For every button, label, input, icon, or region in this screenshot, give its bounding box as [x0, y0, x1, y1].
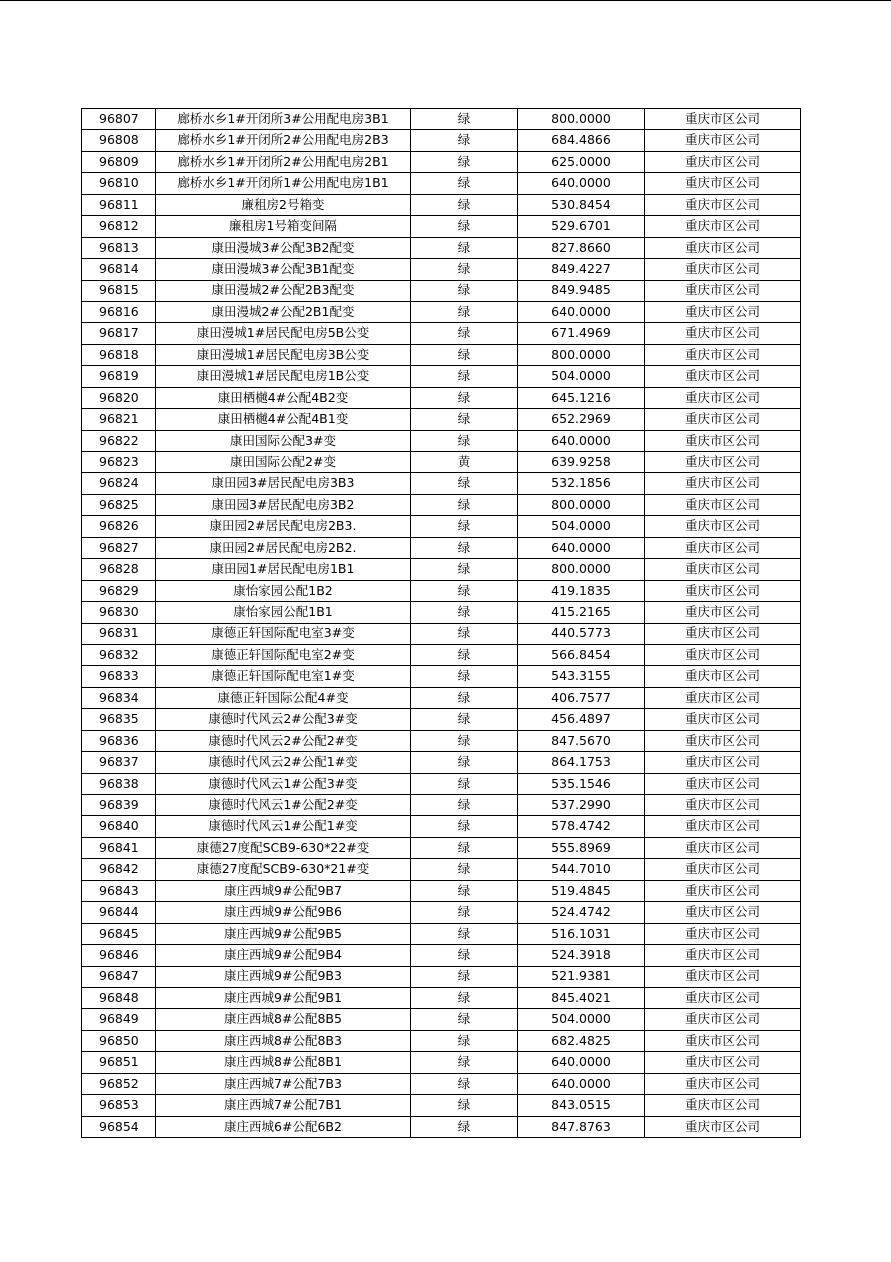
cell-value: 800.0000	[518, 494, 645, 515]
cell-value: 684.4866	[518, 130, 645, 151]
cell-status: 绿	[411, 173, 518, 194]
cell-status: 绿	[411, 537, 518, 558]
cell-value: 864.1753	[518, 752, 645, 773]
table-row	[82, 945, 801, 966]
table-row	[82, 1095, 801, 1116]
cell-status: 绿	[411, 730, 518, 751]
cell-name: 康庄西城7#公配7B3	[156, 1073, 411, 1094]
cell-company: 重庆市区公司	[645, 816, 801, 837]
table-row	[82, 430, 801, 451]
cell-id: 96807	[82, 109, 156, 130]
cell-status: 绿	[411, 752, 518, 773]
cell-id: 96808	[82, 130, 156, 151]
table-row	[82, 1052, 801, 1073]
cell-value: 849.4227	[518, 259, 645, 280]
cell-value: 640.0000	[518, 173, 645, 194]
table-row	[82, 644, 801, 665]
cell-id: 96811	[82, 194, 156, 215]
cell-id: 96848	[82, 987, 156, 1008]
cell-status: 绿	[411, 473, 518, 494]
cell-id: 96846	[82, 945, 156, 966]
cell-value: 516.1031	[518, 923, 645, 944]
cell-name: 康德时代风云2#公配3#变	[156, 709, 411, 730]
cell-id: 96847	[82, 966, 156, 987]
cell-id: 96830	[82, 602, 156, 623]
cell-status: 绿	[411, 602, 518, 623]
table-row	[82, 409, 801, 430]
table-row	[82, 709, 801, 730]
table-row	[82, 923, 801, 944]
table-row	[82, 494, 801, 515]
cell-company: 重庆市区公司	[645, 945, 801, 966]
cell-status: 绿	[411, 666, 518, 687]
cell-name: 康德时代风云1#公配2#变	[156, 795, 411, 816]
cell-company: 重庆市区公司	[645, 1095, 801, 1116]
cell-value: 671.4969	[518, 323, 645, 344]
cell-company: 重庆市区公司	[645, 430, 801, 451]
cell-value: 640.0000	[518, 537, 645, 558]
table-row	[82, 366, 801, 387]
cell-value: 640.0000	[518, 1052, 645, 1073]
cell-id: 96843	[82, 880, 156, 901]
cell-id: 96821	[82, 409, 156, 430]
cell-id: 96837	[82, 752, 156, 773]
table-row	[82, 259, 801, 280]
table-row	[82, 580, 801, 601]
cell-status: 绿	[411, 387, 518, 408]
page-top-border	[0, 0, 892, 1]
cell-company: 重庆市区公司	[645, 194, 801, 215]
cell-name: 康庄西城8#公配8B3	[156, 1030, 411, 1051]
cell-name: 康田漫城3#公配3B2配变	[156, 237, 411, 258]
cell-name: 康田栖樾4#公配4B1变	[156, 409, 411, 430]
cell-name: 康德正轩国际配电室3#变	[156, 623, 411, 644]
cell-value: 524.3918	[518, 945, 645, 966]
cell-company: 重庆市区公司	[645, 559, 801, 580]
cell-name: 康庄西城9#公配9B1	[156, 987, 411, 1008]
cell-status: 绿	[411, 902, 518, 923]
cell-value: 504.0000	[518, 1009, 645, 1030]
table-row	[82, 280, 801, 301]
cell-status: 绿	[411, 130, 518, 151]
cell-name: 康德27度配SCB9-630*22#变	[156, 837, 411, 858]
cell-company: 重庆市区公司	[645, 902, 801, 923]
cell-name: 康庄西城9#公配9B5	[156, 923, 411, 944]
cell-id: 96854	[82, 1116, 156, 1137]
cell-status: 绿	[411, 945, 518, 966]
table-row	[82, 880, 801, 901]
cell-status: 绿	[411, 259, 518, 280]
table-row	[82, 602, 801, 623]
cell-company: 重庆市区公司	[645, 666, 801, 687]
table-row	[82, 1116, 801, 1137]
cell-company: 重庆市区公司	[645, 837, 801, 858]
cell-value: 504.0000	[518, 516, 645, 537]
table-row	[82, 837, 801, 858]
cell-value: 800.0000	[518, 109, 645, 130]
cell-name: 廊桥水乡1#开闭所2#公用配电房2B1	[156, 151, 411, 172]
table-row	[82, 194, 801, 215]
cell-name: 康庄西城9#公配9B7	[156, 880, 411, 901]
table-row	[82, 902, 801, 923]
cell-value: 555.8969	[518, 837, 645, 858]
table-row	[82, 773, 801, 794]
cell-id: 96818	[82, 344, 156, 365]
cell-value: 532.1856	[518, 473, 645, 494]
cell-name: 康田漫城2#公配2B3配变	[156, 280, 411, 301]
cell-id: 96825	[82, 494, 156, 515]
cell-id: 96816	[82, 301, 156, 322]
cell-name: 康庄西城9#公配9B4	[156, 945, 411, 966]
cell-id: 96820	[82, 387, 156, 408]
cell-company: 重庆市区公司	[645, 109, 801, 130]
cell-value: 639.9258	[518, 452, 645, 473]
cell-status: 绿	[411, 880, 518, 901]
cell-company: 重庆市区公司	[645, 1116, 801, 1137]
cell-company: 重庆市区公司	[645, 151, 801, 172]
table-row	[82, 237, 801, 258]
cell-id: 96853	[82, 1095, 156, 1116]
cell-status: 绿	[411, 237, 518, 258]
cell-id: 96844	[82, 902, 156, 923]
cell-status: 绿	[411, 194, 518, 215]
cell-status: 绿	[411, 409, 518, 430]
cell-name: 康庄西城8#公配8B5	[156, 1009, 411, 1030]
cell-status: 绿	[411, 1009, 518, 1030]
cell-company: 重庆市区公司	[645, 730, 801, 751]
cell-status: 绿	[411, 1052, 518, 1073]
cell-company: 重庆市区公司	[645, 709, 801, 730]
cell-status: 绿	[411, 109, 518, 130]
cell-value: 419.1835	[518, 580, 645, 601]
cell-id: 96814	[82, 259, 156, 280]
cell-company: 重庆市区公司	[645, 1009, 801, 1030]
table-row	[82, 666, 801, 687]
cell-name: 康田园1#居民配电房1B1	[156, 559, 411, 580]
table-row	[82, 301, 801, 322]
cell-company: 重庆市区公司	[645, 452, 801, 473]
table-row	[82, 687, 801, 708]
cell-value: 530.8454	[518, 194, 645, 215]
cell-status: 绿	[411, 1095, 518, 1116]
cell-status: 绿	[411, 816, 518, 837]
table-row	[82, 623, 801, 644]
cell-name: 廊桥水乡1#开闭所1#公用配电房1B1	[156, 173, 411, 194]
table-row	[82, 816, 801, 837]
cell-name: 康德时代风云1#公配3#变	[156, 773, 411, 794]
cell-name: 康德时代风云1#公配1#变	[156, 816, 411, 837]
cell-status: 绿	[411, 430, 518, 451]
cell-company: 重庆市区公司	[645, 880, 801, 901]
cell-company: 重庆市区公司	[645, 644, 801, 665]
cell-value: 504.0000	[518, 366, 645, 387]
cell-status: 绿	[411, 323, 518, 344]
cell-company: 重庆市区公司	[645, 752, 801, 773]
cell-value: 625.0000	[518, 151, 645, 172]
cell-value: 456.4897	[518, 709, 645, 730]
cell-company: 重庆市区公司	[645, 280, 801, 301]
cell-name: 康田国际公配3#变	[156, 430, 411, 451]
table-row	[82, 1009, 801, 1030]
table-row	[82, 516, 801, 537]
cell-company: 重庆市区公司	[645, 795, 801, 816]
cell-value: 800.0000	[518, 559, 645, 580]
cell-company: 重庆市区公司	[645, 987, 801, 1008]
cell-status: 绿	[411, 494, 518, 515]
cell-status: 绿	[411, 687, 518, 708]
cell-id: 96839	[82, 795, 156, 816]
cell-status: 绿	[411, 516, 518, 537]
cell-company: 重庆市区公司	[645, 602, 801, 623]
cell-company: 重庆市区公司	[645, 366, 801, 387]
table-row	[82, 323, 801, 344]
cell-name: 廊桥水乡1#开闭所2#公用配电房2B3	[156, 130, 411, 151]
cell-name: 康田漫城1#居民配电房1B公变	[156, 366, 411, 387]
cell-id: 96810	[82, 173, 156, 194]
cell-company: 重庆市区公司	[645, 687, 801, 708]
cell-status: 绿	[411, 151, 518, 172]
cell-company: 重庆市区公司	[645, 1073, 801, 1094]
cell-value: 535.1546	[518, 773, 645, 794]
cell-status: 绿	[411, 280, 518, 301]
cell-name: 康田园3#居民配电房3B3	[156, 473, 411, 494]
cell-name: 康庄西城9#公配9B3	[156, 966, 411, 987]
cell-name: 康德时代风云2#公配1#变	[156, 752, 411, 773]
cell-company: 重庆市区公司	[645, 216, 801, 237]
cell-value: 845.4021	[518, 987, 645, 1008]
cell-status: 绿	[411, 1073, 518, 1094]
cell-company: 重庆市区公司	[645, 130, 801, 151]
table-row	[82, 1030, 801, 1051]
cell-id: 96815	[82, 280, 156, 301]
cell-company: 重庆市区公司	[645, 494, 801, 515]
cell-value: 566.8454	[518, 644, 645, 665]
cell-name: 康田园2#居民配电房2B3.	[156, 516, 411, 537]
cell-id: 96851	[82, 1052, 156, 1073]
cell-status: 黄	[411, 452, 518, 473]
cell-status: 绿	[411, 344, 518, 365]
cell-status: 绿	[411, 580, 518, 601]
cell-value: 543.3155	[518, 666, 645, 687]
cell-id: 96827	[82, 537, 156, 558]
cell-name: 康德27度配SCB9-630*21#变	[156, 859, 411, 880]
cell-id: 96850	[82, 1030, 156, 1051]
cell-name: 康怡家园公配1B2	[156, 580, 411, 601]
cell-id: 96833	[82, 666, 156, 687]
cell-id: 96835	[82, 709, 156, 730]
cell-name: 康德正轩国际配电室2#变	[156, 644, 411, 665]
cell-value: 640.0000	[518, 1073, 645, 1094]
data-table	[81, 108, 801, 1138]
cell-id: 96812	[82, 216, 156, 237]
cell-company: 重庆市区公司	[645, 623, 801, 644]
cell-status: 绿	[411, 559, 518, 580]
cell-status: 绿	[411, 301, 518, 322]
table-row	[82, 859, 801, 880]
cell-value: 640.0000	[518, 301, 645, 322]
cell-name: 康德正轩国际公配4#变	[156, 687, 411, 708]
cell-value: 415.2165	[518, 602, 645, 623]
cell-value: 849.9485	[518, 280, 645, 301]
table-row	[82, 473, 801, 494]
table-row	[82, 130, 801, 151]
cell-company: 重庆市区公司	[645, 301, 801, 322]
cell-id: 96849	[82, 1009, 156, 1030]
cell-value: 640.0000	[518, 430, 645, 451]
cell-company: 重庆市区公司	[645, 409, 801, 430]
cell-company: 重庆市区公司	[645, 344, 801, 365]
cell-status: 绿	[411, 623, 518, 644]
table-row	[82, 559, 801, 580]
cell-id: 96842	[82, 859, 156, 880]
cell-id: 96852	[82, 1073, 156, 1094]
cell-company: 重庆市区公司	[645, 580, 801, 601]
cell-company: 重庆市区公司	[645, 237, 801, 258]
cell-value: 843.0515	[518, 1095, 645, 1116]
cell-id: 96809	[82, 151, 156, 172]
cell-value: 544.7010	[518, 859, 645, 880]
cell-value: 440.5773	[518, 623, 645, 644]
cell-id: 96823	[82, 452, 156, 473]
cell-company: 重庆市区公司	[645, 1052, 801, 1073]
cell-value: 645.1216	[518, 387, 645, 408]
table-row	[82, 387, 801, 408]
table-row	[82, 109, 801, 130]
cell-status: 绿	[411, 644, 518, 665]
table-row	[82, 173, 801, 194]
cell-status: 绿	[411, 923, 518, 944]
cell-id: 96836	[82, 730, 156, 751]
cell-name: 康田漫城3#公配3B1配变	[156, 259, 411, 280]
cell-status: 绿	[411, 966, 518, 987]
table-row	[82, 537, 801, 558]
cell-id: 96828	[82, 559, 156, 580]
cell-company: 重庆市区公司	[645, 966, 801, 987]
cell-status: 绿	[411, 987, 518, 1008]
cell-id: 96834	[82, 687, 156, 708]
cell-id: 96838	[82, 773, 156, 794]
cell-value: 537.2990	[518, 795, 645, 816]
cell-value: 521.9381	[518, 966, 645, 987]
table-row	[82, 752, 801, 773]
cell-status: 绿	[411, 366, 518, 387]
cell-value: 519.4845	[518, 880, 645, 901]
cell-id: 96819	[82, 366, 156, 387]
cell-company: 重庆市区公司	[645, 859, 801, 880]
cell-status: 绿	[411, 216, 518, 237]
table-row	[82, 966, 801, 987]
cell-name: 康田栖樾4#公配4B2变	[156, 387, 411, 408]
cell-value: 652.2969	[518, 409, 645, 430]
cell-company: 重庆市区公司	[645, 323, 801, 344]
cell-company: 重庆市区公司	[645, 773, 801, 794]
cell-name: 康田园2#居民配电房2B2.	[156, 537, 411, 558]
table-row	[82, 1073, 801, 1094]
cell-status: 绿	[411, 795, 518, 816]
cell-id: 96824	[82, 473, 156, 494]
cell-id: 96817	[82, 323, 156, 344]
cell-status: 绿	[411, 859, 518, 880]
cell-name: 康田国际公配2#变	[156, 452, 411, 473]
cell-id: 96822	[82, 430, 156, 451]
cell-company: 重庆市区公司	[645, 516, 801, 537]
cell-name: 康田漫城2#公配2B1配变	[156, 301, 411, 322]
cell-id: 96831	[82, 623, 156, 644]
cell-id: 96829	[82, 580, 156, 601]
cell-value: 682.4825	[518, 1030, 645, 1051]
table-row	[82, 216, 801, 237]
cell-value: 827.8660	[518, 237, 645, 258]
table-row	[82, 151, 801, 172]
cell-name: 康庄西城9#公配9B6	[156, 902, 411, 923]
cell-company: 重庆市区公司	[645, 173, 801, 194]
cell-name: 廉租房2号箱变	[156, 194, 411, 215]
cell-company: 重庆市区公司	[645, 923, 801, 944]
cell-name: 康庄西城7#公配7B1	[156, 1095, 411, 1116]
cell-id: 96813	[82, 237, 156, 258]
table-row	[82, 344, 801, 365]
cell-status: 绿	[411, 773, 518, 794]
cell-id: 96841	[82, 837, 156, 858]
cell-value: 847.8763	[518, 1116, 645, 1137]
cell-company: 重庆市区公司	[645, 1030, 801, 1051]
cell-name: 康庄西城6#公配6B2	[156, 1116, 411, 1137]
cell-value: 800.0000	[518, 344, 645, 365]
cell-name: 康田漫城1#居民配电房3B公变	[156, 344, 411, 365]
cell-status: 绿	[411, 837, 518, 858]
table-row	[82, 730, 801, 751]
cell-name: 康怡家园公配1B1	[156, 602, 411, 623]
cell-name: 康庄西城8#公配8B1	[156, 1052, 411, 1073]
cell-id: 96826	[82, 516, 156, 537]
cell-company: 重庆市区公司	[645, 537, 801, 558]
cell-value: 406.7577	[518, 687, 645, 708]
cell-value: 847.5670	[518, 730, 645, 751]
cell-status: 绿	[411, 1116, 518, 1137]
cell-name: 廊桥水乡1#开闭所3#公用配电房3B1	[156, 109, 411, 130]
cell-value: 524.4742	[518, 902, 645, 923]
table-row	[82, 452, 801, 473]
cell-company: 重庆市区公司	[645, 473, 801, 494]
cell-name: 康田漫城1#居民配电房5B公变	[156, 323, 411, 344]
cell-id: 96832	[82, 644, 156, 665]
cell-company: 重庆市区公司	[645, 259, 801, 280]
cell-value: 578.4742	[518, 816, 645, 837]
cell-name: 康德正轩国际配电室1#变	[156, 666, 411, 687]
cell-status: 绿	[411, 1030, 518, 1051]
cell-status: 绿	[411, 709, 518, 730]
cell-name: 廉租房1号箱变间隔	[156, 216, 411, 237]
table-row	[82, 987, 801, 1008]
cell-name: 康田园3#居民配电房3B2	[156, 494, 411, 515]
cell-company: 重庆市区公司	[645, 387, 801, 408]
cell-name: 康德时代风云2#公配2#变	[156, 730, 411, 751]
cell-value: 529.6701	[518, 216, 645, 237]
table-body	[82, 109, 801, 1138]
cell-id: 96840	[82, 816, 156, 837]
table-row	[82, 795, 801, 816]
cell-id: 96845	[82, 923, 156, 944]
